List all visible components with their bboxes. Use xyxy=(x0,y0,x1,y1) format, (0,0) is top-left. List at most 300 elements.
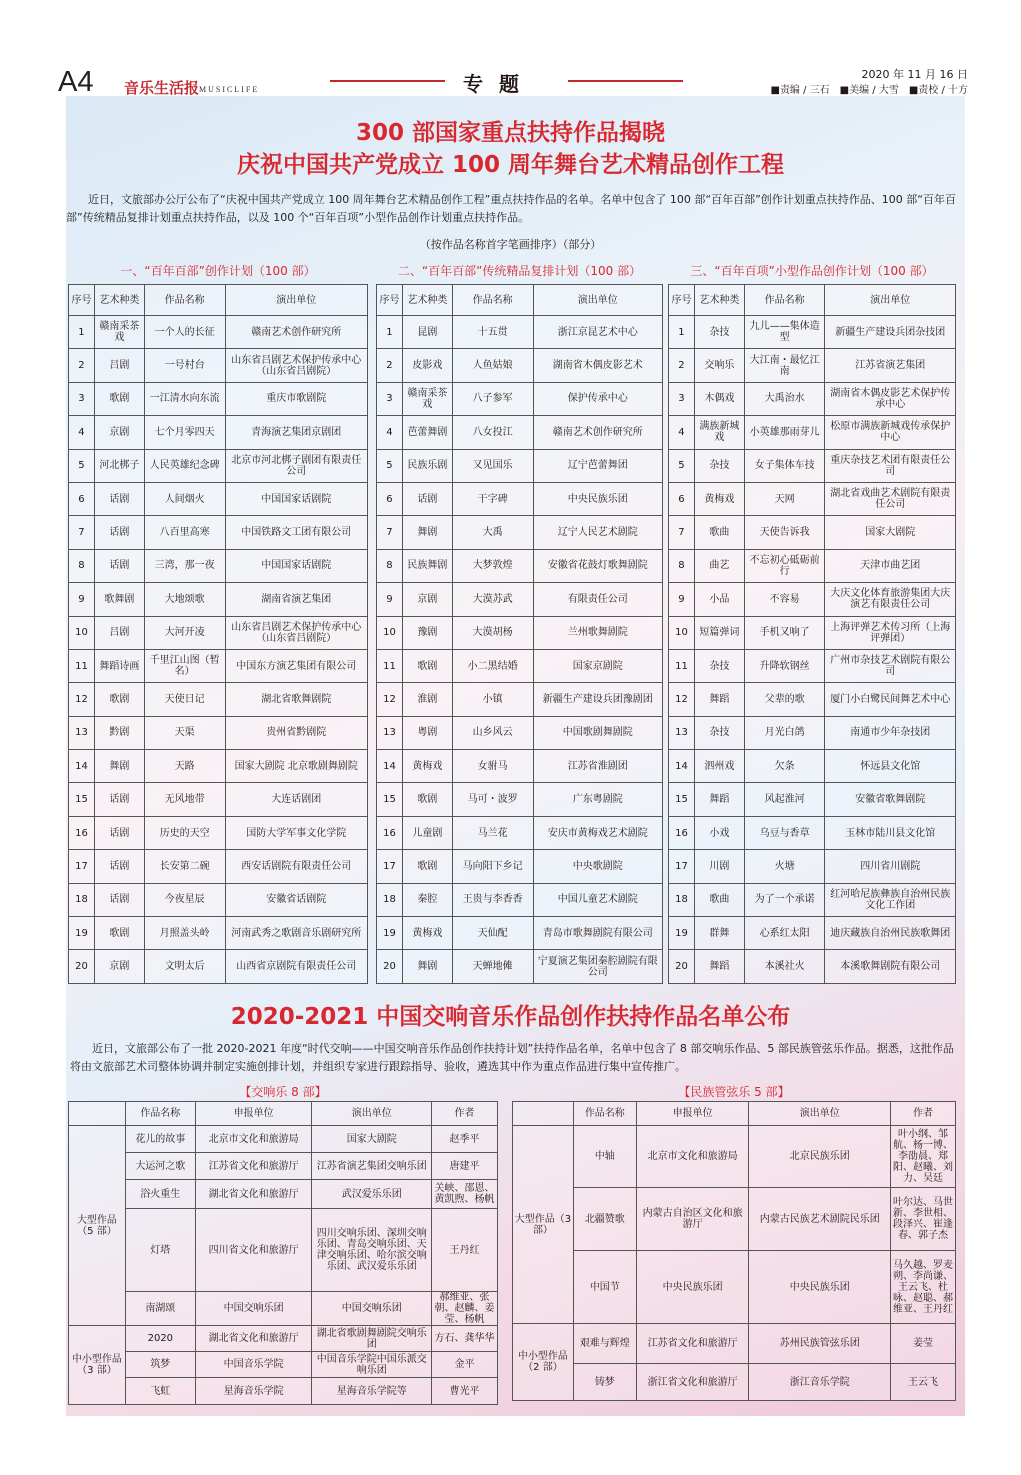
table-row xyxy=(513,1126,956,1188)
row-number: 4 xyxy=(69,416,95,449)
performing-unit: 武汉爱乐乐团 xyxy=(312,1180,432,1209)
performing-unit: 松原市满族新城戏传承保护中心 xyxy=(825,416,956,449)
performing-unit: 中国东方演艺集团有限公司 xyxy=(225,649,367,682)
applicant-unit: 北京市文化和旅游局 xyxy=(636,1126,749,1188)
performing-unit: 湖南省木偶皮影艺术 xyxy=(533,349,662,382)
work-title: 长安第二碗 xyxy=(144,850,225,883)
work-title: 2020 xyxy=(125,1326,195,1352)
art-type: 赣南采茶戏 xyxy=(94,316,144,349)
row-number: 14 xyxy=(69,750,95,783)
performing-unit: 湖南省木偶皮影艺术保护传承中心 xyxy=(825,382,956,415)
work-title: 女驸马 xyxy=(452,750,533,783)
work-title: 南湖颂 xyxy=(125,1292,195,1326)
performing-unit: 中国国家话剧院 xyxy=(225,549,367,582)
composer: 王云飞 xyxy=(891,1364,956,1401)
table-header-row xyxy=(513,1102,956,1126)
row-number: 14 xyxy=(377,750,403,783)
row-number: 19 xyxy=(69,917,95,950)
list3-title: 三、“百年百项”小型作品创作计划（100 部） xyxy=(690,264,934,278)
art-type: 话剧 xyxy=(94,850,144,883)
composer: 金平 xyxy=(432,1352,498,1378)
performing-unit: 安徽省话剧院 xyxy=(225,883,367,916)
work-title: 八子参军 xyxy=(452,382,533,415)
art-type: 昆剧 xyxy=(402,316,452,349)
row-number: 15 xyxy=(69,783,95,816)
performing-unit: 天津市曲艺团 xyxy=(825,549,956,582)
article1-lead: 近日，文旅部办公厅公布了“庆祝中国共产党成立 100 周年舞台艺术精品创作工程”重点扶持作品的名单。名单中包含了 100 部“百年百部”创作计划重点扶持作品、100 部“百年百部”传统精品复排计划重点扶持作品，以及 100 个“百年百项”小型作品创作计划重点扶持作品。 xyxy=(66,193,956,224)
art-type: 芭蕾舞剧 xyxy=(402,416,452,449)
table-row xyxy=(377,649,663,682)
table-row xyxy=(669,516,956,549)
row-number: 11 xyxy=(669,649,695,682)
row-number: 7 xyxy=(377,516,403,549)
art-type: 话剧 xyxy=(94,783,144,816)
table-row xyxy=(669,449,956,482)
row-number: 9 xyxy=(669,583,695,616)
list2-title: 二、“百年百部”传统精品复排计划（100 部） xyxy=(397,264,642,278)
row-number: 8 xyxy=(69,549,95,582)
row-number: 7 xyxy=(69,516,95,549)
art-type: 满族新城戏 xyxy=(694,416,744,449)
performing-unit: 有限责任公司 xyxy=(533,583,662,616)
performing-unit: 中国儿童艺术剧院 xyxy=(533,883,662,916)
art-type: 吕剧 xyxy=(94,349,144,382)
row-number: 5 xyxy=(669,449,695,482)
table-row xyxy=(513,1324,956,1364)
sort-note: （按作品名称首字笔画排序）（部分） xyxy=(419,238,602,251)
art-type: 歌剧 xyxy=(402,649,452,682)
work-title: 马可・波罗 xyxy=(452,783,533,816)
column-header: 艺术种类 xyxy=(694,285,744,316)
art-type: 川剧 xyxy=(694,850,744,883)
work-title: 天网 xyxy=(744,482,825,515)
art-type: 歌剧 xyxy=(94,917,144,950)
art-type: 舞蹈诗画 xyxy=(94,649,144,682)
table-row xyxy=(69,750,368,783)
row-number: 6 xyxy=(377,482,403,515)
work-title: 马向阳下乡记 xyxy=(452,850,533,883)
performing-unit: 国家大剧院 xyxy=(312,1126,432,1153)
column-header: 艺术种类 xyxy=(402,285,452,316)
performing-unit: 湖北省戏曲艺术剧院有限责任公司 xyxy=(825,482,956,515)
row-number: 20 xyxy=(69,950,95,983)
column-header: 作品名称 xyxy=(452,285,533,316)
row-number: 16 xyxy=(669,816,695,849)
table-row xyxy=(377,750,663,783)
art-type: 杂技 xyxy=(694,449,744,482)
performing-unit: 中央歌剧院 xyxy=(533,850,662,883)
work-title: 一个人的长征 xyxy=(144,316,225,349)
table-row xyxy=(377,382,663,415)
performing-unit: 辽宁芭蕾舞团 xyxy=(533,449,662,482)
row-number: 3 xyxy=(69,382,95,415)
row-number: 17 xyxy=(377,850,403,883)
table-row xyxy=(377,883,663,916)
table-row xyxy=(69,382,368,415)
art-type: 河北梆子 xyxy=(94,449,144,482)
art-type: 赣南采茶戏 xyxy=(402,382,452,415)
work-title: 九儿——集体造型 xyxy=(744,316,825,349)
table-row xyxy=(69,950,368,983)
work-title: 小镇 xyxy=(452,683,533,716)
work-title: 乌豆与香草 xyxy=(744,816,825,849)
work-title: 大梦敦煌 xyxy=(452,549,533,582)
performing-unit: 贵州省黔剧院 xyxy=(225,716,367,749)
table-row xyxy=(377,950,663,983)
row-number: 9 xyxy=(69,583,95,616)
work-title: 女子集体车技 xyxy=(744,449,825,482)
applicant-unit: 江苏省文化和旅游厅 xyxy=(636,1324,749,1364)
art-type: 歌剧 xyxy=(94,382,144,415)
work-title: 今夜星辰 xyxy=(144,883,225,916)
performing-unit: 怀远县文化馆 xyxy=(825,750,956,783)
row-number: 19 xyxy=(377,917,403,950)
performing-unit: 河南武秀之歌剧音乐剧研究所 xyxy=(225,917,367,950)
art-type: 豫剧 xyxy=(402,616,452,649)
performing-unit: 山西省京剧院有限责任公司 xyxy=(225,950,367,983)
performing-unit: 西安话剧院有限责任公司 xyxy=(225,850,367,883)
table-row xyxy=(69,516,368,549)
performing-unit: 重庆市歌剧院 xyxy=(225,382,367,415)
work-title: 大禹 xyxy=(452,516,533,549)
table-row xyxy=(69,1209,498,1292)
work-title: 大漠苏武 xyxy=(452,583,533,616)
work-title: 为了一个承诺 xyxy=(744,883,825,916)
performing-unit: 宁夏演艺集团秦腔剧院有限公司 xyxy=(533,950,662,983)
performing-unit: 四川省川剧院 xyxy=(825,850,956,883)
performing-unit: 北京市河北梆子剧团有限责任公司 xyxy=(225,449,367,482)
work-title: 天路 xyxy=(144,750,225,783)
row-number: 2 xyxy=(69,349,95,382)
performing-unit: 江苏省演艺集团 xyxy=(825,349,956,382)
row-number: 19 xyxy=(669,917,695,950)
performing-unit: 湖北省歌舞剧院 xyxy=(225,683,367,716)
page-header xyxy=(58,66,970,98)
work-title: 火塘 xyxy=(744,850,825,883)
table-row xyxy=(377,783,663,816)
art-type: 话剧 xyxy=(94,516,144,549)
section-rule-left xyxy=(330,80,445,82)
composer: 方石、龚华华 xyxy=(432,1326,498,1352)
row-number: 8 xyxy=(669,549,695,582)
art-type: 泗州戏 xyxy=(694,750,744,783)
performing-unit: 四川交响乐团、深圳交响乐团、青岛交响乐团、天津交响乐团、哈尔滨交响乐团、武汉爱乐乐团 xyxy=(312,1209,432,1292)
column-header: 作品名称 xyxy=(744,285,825,316)
table-row xyxy=(377,816,663,849)
art-type: 民族舞剧 xyxy=(402,549,452,582)
art-type: 歌曲 xyxy=(694,883,744,916)
section-rule-right xyxy=(568,80,683,82)
table-row xyxy=(377,850,663,883)
performing-unit: 辽宁人民艺术剧院 xyxy=(533,516,662,549)
work-title: 天使告诉我 xyxy=(744,516,825,549)
list3-table xyxy=(668,284,956,984)
row-number: 14 xyxy=(669,750,695,783)
row-number: 12 xyxy=(669,683,695,716)
composer: 叶小纲、邹航、杨一博、李劭晨、郑阳、赵曦、刘力、吴廷 xyxy=(891,1126,956,1188)
table-row xyxy=(69,1180,498,1209)
table-row xyxy=(69,1292,498,1326)
column-header: 艺术种类 xyxy=(94,285,144,316)
row-number: 7 xyxy=(669,516,695,549)
performing-unit: 赣南艺术创作研究所 xyxy=(533,416,662,449)
performing-unit: 湖南省演艺集团 xyxy=(225,583,367,616)
column-header: 作品名称 xyxy=(144,285,225,316)
column-header: 作品名称 xyxy=(125,1102,195,1126)
performing-unit: 兰州歌舞剧院 xyxy=(533,616,662,649)
art-type: 秦腔 xyxy=(402,883,452,916)
column-header: 申报单位 xyxy=(636,1102,749,1126)
art-type: 舞剧 xyxy=(402,516,452,549)
work-title: 升降软钢丝 xyxy=(744,649,825,682)
group-label: 中小型作品（3 部） xyxy=(69,1326,126,1405)
row-number: 3 xyxy=(669,382,695,415)
art-type: 歌剧 xyxy=(402,783,452,816)
group-label: 大型作品（3 部） xyxy=(513,1126,574,1324)
performing-unit: 厦门小白鹭民间舞艺术中心 xyxy=(825,683,956,716)
row-number: 5 xyxy=(377,449,403,482)
row-number: 17 xyxy=(669,850,695,883)
editors-line: ■责编 / 三石 ■美编 / 大雪 ■责校 / 十方 xyxy=(770,85,968,96)
applicant-unit: 北京市文化和旅游局 xyxy=(195,1126,312,1153)
work-title: 父辈的歌 xyxy=(744,683,825,716)
table-row xyxy=(377,683,663,716)
work-title: 天渠 xyxy=(144,716,225,749)
art-type: 黄梅戏 xyxy=(694,482,744,515)
work-title: 手机又响了 xyxy=(744,616,825,649)
art-type: 话剧 xyxy=(94,549,144,582)
work-title: 不忘初心砥砺前行 xyxy=(744,549,825,582)
table-row xyxy=(69,549,368,582)
work-title: 人民英雄纪念碑 xyxy=(144,449,225,482)
table-row xyxy=(669,649,956,682)
art-type: 京剧 xyxy=(94,950,144,983)
art-type: 杂技 xyxy=(694,716,744,749)
table-row xyxy=(69,616,368,649)
table-row xyxy=(377,516,663,549)
table-row xyxy=(69,716,368,749)
work-title: 无风地带 xyxy=(144,783,225,816)
work-title: 大地颂歌 xyxy=(144,583,225,616)
art-type: 淮剧 xyxy=(402,683,452,716)
applicant-unit: 江苏省文化和旅游厅 xyxy=(195,1153,312,1180)
performing-unit: 安庆市黄梅戏艺术剧院 xyxy=(533,816,662,849)
row-number: 12 xyxy=(377,683,403,716)
row-number: 18 xyxy=(377,883,403,916)
performing-unit: 浙江音乐学院 xyxy=(749,1364,891,1401)
table-header-row xyxy=(377,285,663,316)
symphony-table xyxy=(68,1101,498,1405)
row-number: 13 xyxy=(69,716,95,749)
column-header: 序号 xyxy=(69,285,95,316)
art-type: 短篇弹词 xyxy=(694,616,744,649)
art-type: 京剧 xyxy=(402,583,452,616)
work-title: 大禹治水 xyxy=(744,382,825,415)
list1-title: 一、“百年百部”创作计划（100 部） xyxy=(120,264,316,278)
work-title: 铸梦 xyxy=(573,1364,636,1401)
table-row xyxy=(669,883,956,916)
applicant-unit: 中国交响乐团 xyxy=(195,1292,312,1326)
table-row xyxy=(669,616,956,649)
work-title: 不容易 xyxy=(744,583,825,616)
art-type: 舞蹈 xyxy=(694,950,744,983)
table-row xyxy=(669,349,956,382)
art-type: 小戏 xyxy=(694,816,744,849)
table-row xyxy=(513,1364,956,1401)
work-title: 天仙配 xyxy=(452,917,533,950)
row-number: 6 xyxy=(69,482,95,515)
table-row xyxy=(669,583,956,616)
column-header: 申报单位 xyxy=(195,1102,312,1126)
column-header: 作品名称 xyxy=(573,1102,636,1126)
performing-unit: 安徽省歌舞剧院 xyxy=(825,783,956,816)
work-title: 马兰花 xyxy=(452,816,533,849)
work-title: 人鱼姑娘 xyxy=(452,349,533,382)
work-title: 大运河之歌 xyxy=(125,1153,195,1180)
work-title: 艰难与辉煌 xyxy=(573,1324,636,1364)
art-type: 歌剧 xyxy=(94,683,144,716)
row-number: 9 xyxy=(377,583,403,616)
table-row xyxy=(69,649,368,682)
performing-unit: 国家大剧院 xyxy=(825,516,956,549)
table-row xyxy=(69,1378,498,1405)
category-header xyxy=(513,1102,574,1126)
list2-table xyxy=(376,284,663,984)
row-number: 17 xyxy=(69,850,95,883)
table-row xyxy=(69,416,368,449)
composer: 曹光平 xyxy=(432,1378,498,1405)
performing-unit: 中国铁路文工团有限公司 xyxy=(225,516,367,549)
composer: 叶尔达、马世新、李世相、段泽兴、崔逢春、郭子杰 xyxy=(891,1188,956,1251)
performing-unit: 红河哈尼族彝族自治州民族文化工作团 xyxy=(825,883,956,916)
table-row xyxy=(669,316,956,349)
applicant-unit: 浙江省文化和旅游厅 xyxy=(636,1364,749,1401)
folk-title: 【民族管弦乐 5 部】 xyxy=(678,1085,790,1099)
art-type: 儿童剧 xyxy=(402,816,452,849)
composer: 唐建平 xyxy=(432,1153,498,1180)
row-number: 18 xyxy=(669,883,695,916)
performing-unit: 国家京剧院 xyxy=(533,649,662,682)
row-number: 3 xyxy=(377,382,403,415)
composer: 关峡、邵恩、黄凯煦、杨帆 xyxy=(432,1180,498,1209)
performing-unit: 江苏省淮剧团 xyxy=(533,750,662,783)
work-title: 一号村台 xyxy=(144,349,225,382)
performing-unit: 新疆生产建设兵团豫剧团 xyxy=(533,683,662,716)
art-type: 歌曲 xyxy=(694,516,744,549)
art-type: 皮影戏 xyxy=(402,349,452,382)
performing-unit: 中国歌剧舞剧院 xyxy=(533,716,662,749)
table-row xyxy=(513,1251,956,1324)
table-row xyxy=(669,416,956,449)
performing-unit: 广东粤剧院 xyxy=(533,783,662,816)
work-title: 又见国乐 xyxy=(452,449,533,482)
composer: 马久越、罗麦朔、李尚谦、王云飞、杜咏、赵聪、郝维亚、王丹红 xyxy=(891,1251,956,1324)
performing-unit: 内蒙古民族艺术剧院民乐团 xyxy=(749,1188,891,1251)
list1-table xyxy=(68,284,368,984)
group-label: 中小型作品（2 部） xyxy=(513,1324,574,1401)
headline-line1: 300 部国家重点扶持作品揭晓 xyxy=(355,120,666,146)
table-row xyxy=(669,482,956,515)
article2-lead: 近日，文旅部公布了一批 2020-2021 年度“时代交响——中国交响音乐作品创作扶持计划”扶持作品名单，名单中包含了 8 部交响乐作品、5 部民族管弦乐作品。据悉，这批作品将由文旅部艺术司整体协调并制定实施创排计划，并组织专家进行跟踪指导、验收，遴选其中作为重点作品进行集中宣传推广。 xyxy=(70,1042,954,1073)
table-row xyxy=(69,917,368,950)
column-header: 演出单位 xyxy=(225,285,367,316)
row-number: 12 xyxy=(69,683,95,716)
work-title: 八女投江 xyxy=(452,416,533,449)
art-type: 杂技 xyxy=(694,649,744,682)
art-type: 黄梅戏 xyxy=(402,750,452,783)
composer: 姜莹 xyxy=(891,1324,956,1364)
work-title: 心系红太阳 xyxy=(744,917,825,950)
work-title: 天蝉地傩 xyxy=(452,950,533,983)
performing-unit: 苏州民族管弦乐团 xyxy=(749,1324,891,1364)
performing-unit: 青岛市歌舞剧院有限公司 xyxy=(533,917,662,950)
work-title: 中国节 xyxy=(573,1251,636,1324)
work-title: 三湾，那一夜 xyxy=(144,549,225,582)
row-number: 1 xyxy=(377,316,403,349)
paper-english-name: MUSICLIFE xyxy=(199,85,260,94)
performing-unit: 中国音乐学院中国乐派交响乐团 xyxy=(312,1352,432,1378)
art-type: 话剧 xyxy=(94,883,144,916)
work-title: 中轴 xyxy=(573,1126,636,1188)
table-row xyxy=(669,850,956,883)
table-row xyxy=(377,716,663,749)
work-title: 飞虹 xyxy=(125,1378,195,1405)
performing-unit: 北京民族乐团 xyxy=(749,1126,891,1188)
work-title: 山乡风云 xyxy=(452,716,533,749)
art-type: 群舞 xyxy=(694,917,744,950)
performing-unit: 中国交响乐团 xyxy=(312,1292,432,1326)
work-title: 一江清水向东流 xyxy=(144,382,225,415)
performing-unit: 山东省吕剧艺术保护传承中心（山东省吕剧院） xyxy=(225,616,367,649)
row-number: 2 xyxy=(377,349,403,382)
art-type: 舞蹈 xyxy=(694,783,744,816)
table-row xyxy=(69,482,368,515)
row-number: 2 xyxy=(669,349,695,382)
row-number: 8 xyxy=(377,549,403,582)
performing-unit: 青海演艺集团京剧团 xyxy=(225,416,367,449)
table-row xyxy=(377,349,663,382)
art-type: 歌舞剧 xyxy=(94,583,144,616)
art-type: 曲艺 xyxy=(694,549,744,582)
work-title: 大河开凌 xyxy=(144,616,225,649)
table-row xyxy=(377,616,663,649)
composer: 郝维亚、张朝、赵麟、姜莹、杨帆 xyxy=(432,1292,498,1326)
table-row xyxy=(513,1188,956,1251)
work-title: 花儿的故事 xyxy=(125,1126,195,1153)
performing-unit: 中央民族乐团 xyxy=(749,1251,891,1324)
art-type: 歌剧 xyxy=(402,850,452,883)
art-type: 小品 xyxy=(694,583,744,616)
row-number: 11 xyxy=(377,649,403,682)
performing-unit: 保护传承中心 xyxy=(533,382,662,415)
table-row xyxy=(69,816,368,849)
art-type: 黔剧 xyxy=(94,716,144,749)
work-title: 北疆赞歌 xyxy=(573,1188,636,1251)
table-row xyxy=(69,1326,498,1352)
column-header: 演出单位 xyxy=(533,285,662,316)
work-title: 七个月零四天 xyxy=(144,416,225,449)
art-type: 黄梅戏 xyxy=(402,917,452,950)
table-header-row xyxy=(69,1102,498,1126)
performing-unit: 江苏省演艺集团交响乐团 xyxy=(312,1153,432,1180)
table-row xyxy=(377,549,663,582)
table-row xyxy=(669,783,956,816)
column-header: 序号 xyxy=(669,285,695,316)
column-header: 作者 xyxy=(891,1102,956,1126)
table-row xyxy=(69,783,368,816)
row-number: 1 xyxy=(669,316,695,349)
work-title: 十五贯 xyxy=(452,316,533,349)
